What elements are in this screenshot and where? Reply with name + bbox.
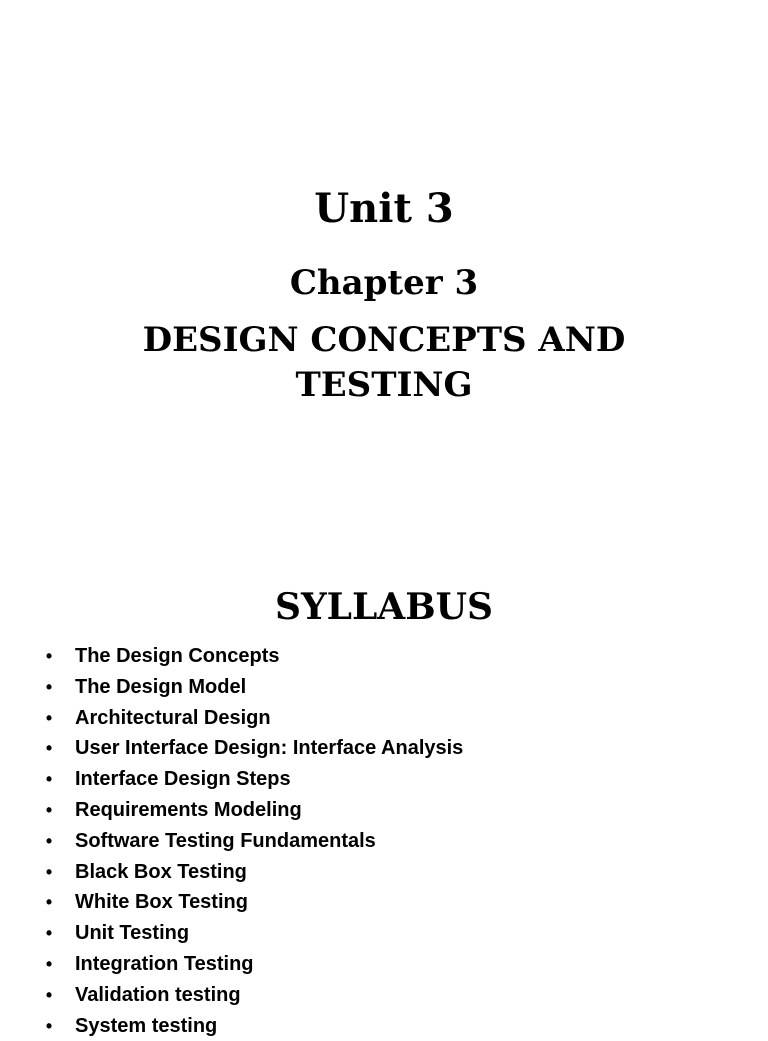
list-item: [0, 857, 768, 888]
bullet-icon: •: [45, 984, 53, 1005]
list-item: [0, 980, 768, 1011]
syllabus-slide: [0, 560, 768, 1037]
list-item: [0, 826, 768, 857]
list-item: [0, 949, 768, 980]
list-item: [0, 918, 768, 949]
list-item: [0, 733, 768, 764]
syllabus-list: [0, 641, 768, 1041]
list-item-label: Black Box Testing: [75, 860, 247, 883]
bullet-icon: •: [45, 861, 53, 882]
bullet-icon: •: [45, 707, 53, 728]
list-item-label: White Box Testing: [75, 891, 248, 914]
bullet-icon: •: [45, 892, 53, 913]
bullet-icon: •: [45, 769, 53, 790]
bullet-icon: •: [45, 830, 53, 851]
list-item: [0, 672, 768, 703]
list-item-label: Architectural Design: [75, 706, 271, 729]
bullet-icon: •: [45, 738, 53, 759]
list-item-label: Interface Design Steps: [75, 768, 291, 791]
bullet-icon: •: [45, 646, 53, 666]
bullet-icon: •: [45, 676, 53, 697]
bullet-icon: •: [45, 953, 53, 974]
list-item: [0, 703, 768, 734]
list-item: [0, 764, 768, 795]
unit-title: Unit 3: [314, 185, 454, 232]
list-item-label: The Design Model: [75, 675, 247, 698]
list-item: [0, 795, 768, 826]
bullet-icon: •: [45, 799, 53, 820]
list-item: [0, 1011, 768, 1041]
list-item-label: Integration Testing: [75, 952, 254, 975]
list-item-label: Validation testing: [75, 983, 241, 1006]
list-item: [0, 641, 768, 672]
chapter-main-title: DESIGN CONCEPTS AND TESTING: [142, 320, 626, 405]
list-item-label: User Interface Design: Interface Analysis: [75, 737, 464, 760]
list-item: [0, 887, 768, 918]
chapter-title: Chapter 3: [289, 263, 479, 303]
bullet-icon: •: [45, 923, 53, 944]
syllabus-heading: SYLLABUS: [274, 586, 494, 628]
list-item-label: Software Testing Fundamentals: [75, 829, 376, 852]
list-item-label: Unit Testing: [75, 922, 190, 945]
list-item-label: System testing: [75, 1014, 218, 1037]
bullet-icon: •: [45, 1015, 53, 1036]
list-item-label: The Design Concepts: [75, 645, 280, 667]
list-item-label: Requirements Modeling: [75, 798, 302, 821]
